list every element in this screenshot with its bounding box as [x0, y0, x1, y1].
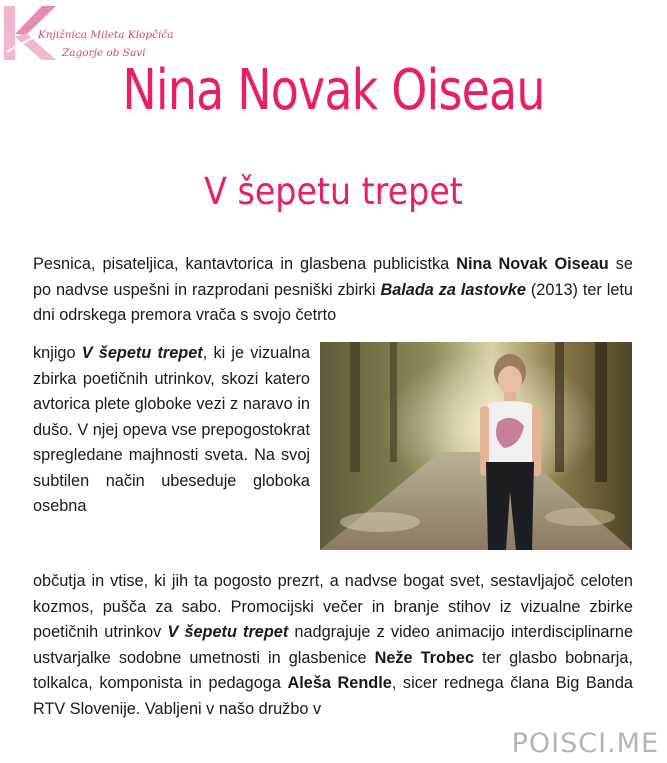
text-run: občutja in vtise, ki jih ta pogosto prezrt, a nadvse bogat svet, sestavljajoč celoten kozmos, pušča za sabo. Promocijski večer in branje stihov iz vizualne zbirke poetičnih utrinkov [33, 572, 633, 641]
text-run: nadgrajuje z video animacijo interdisciplinarne ustvarjalke sodobne umetnosti in glasbenice [33, 623, 634, 667]
text-run: V šepetu trepet [81, 344, 203, 362]
author-photo [320, 342, 632, 550]
paragraph-continued [33, 569, 633, 722]
watermark-text: POISCI.ME [511, 728, 659, 759]
text-run: , ki je vizualna zbirka poetičnih utrinkov, skozi katero avtorica plete globoke vezi z naravo in dušo. V njej opeva vse prepogostokrat spregledane majhnosti sveta. Na svoj subtilen način ubeseduje globoka osebna [33, 344, 310, 515]
text-run: V šepetu trepet [167, 623, 289, 641]
page-subtitle: V šepetu trepet [204, 170, 463, 213]
text-run: Balada za lastovke [380, 280, 526, 299]
text-run: Aleša Rendle [287, 674, 392, 692]
text-run: ter glasbo bobnarja, tolkalca, komponista in pedagoga [33, 648, 633, 692]
text-run: Nina Novak Oiseau [456, 255, 609, 273]
watermark [512, 728, 659, 759]
text-run: (2013) ter letu dni odrskega premora vrača s svojo četrto [33, 280, 633, 324]
logo-library-town: Zagorje ob Savi [62, 47, 146, 59]
text-run: Pesnica, pisateljica, kantavtorica in glasbena publicistka [33, 255, 457, 273]
text-run: , sicer rednega člana Big Banda RTV Slovenije. Vabljeni v našo družbo v [33, 674, 633, 718]
text-run: knjigo [33, 344, 82, 362]
author-photo-image [320, 342, 632, 550]
paragraph-intro [33, 252, 633, 329]
text-run: se po nadvse uspešni in razprodani pesniški zbirki [33, 255, 633, 299]
page-title: Nina Novak Oiseau [122, 58, 545, 123]
logo-library-name: Knjižnica Mileta Klopčiča [38, 29, 174, 41]
text-run: Neže Trobec [374, 648, 475, 667]
paragraph-wrap-left [33, 341, 310, 520]
library-logo [2, 4, 192, 64]
